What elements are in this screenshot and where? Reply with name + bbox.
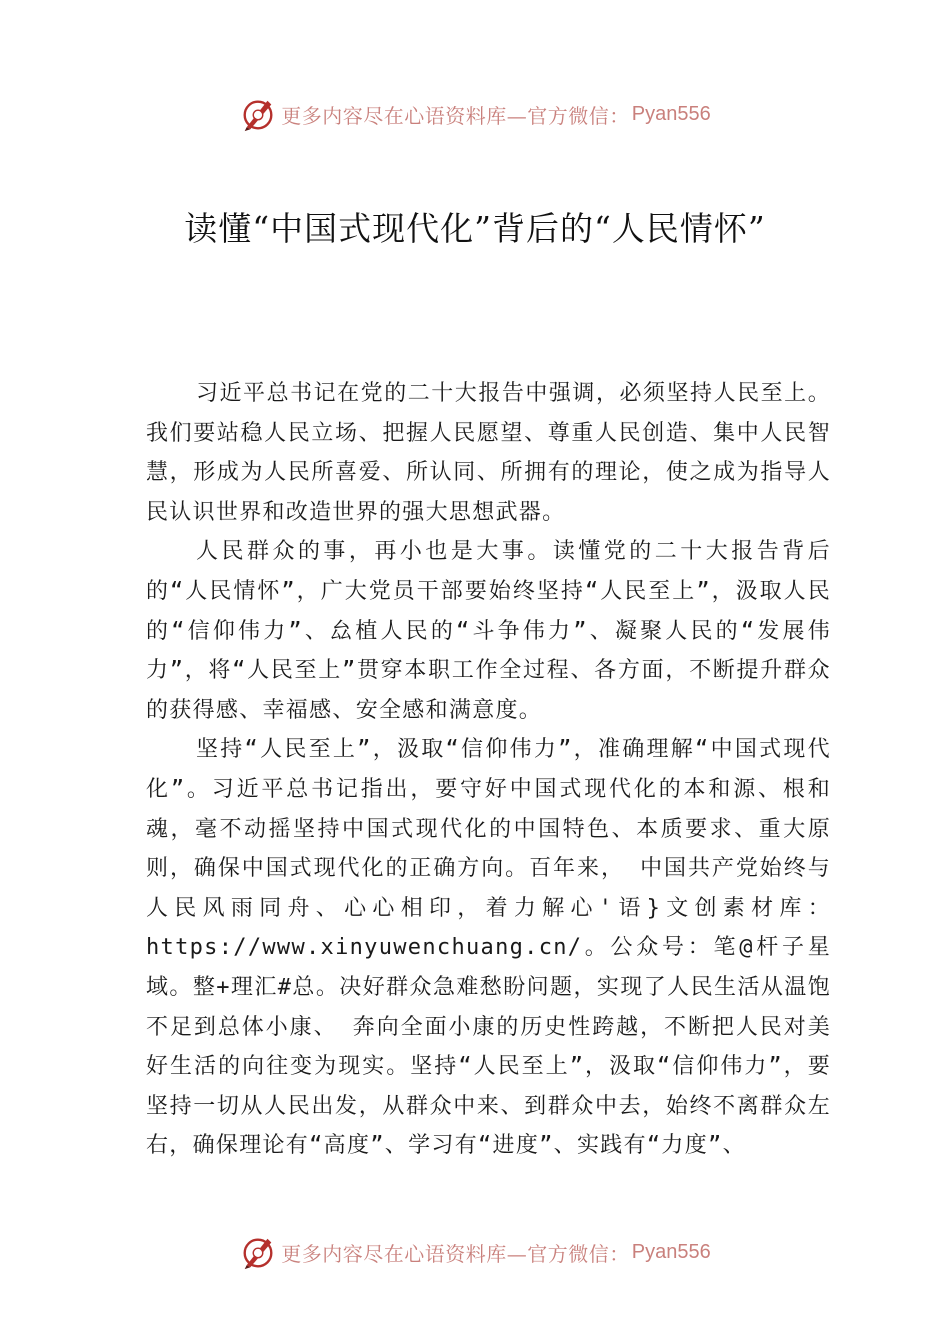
document-body [146, 374, 831, 1166]
paragraph: 坚持“人民至上”，汲取“信仰伟力”，准确理解“中国式现代化”。习近平总书记指出，要守好中国式现代化的本和源、根和魂，毫不动摇坚持中国式现代化的中国特色、本质要求、重大原则，确保中国式现代化的正确方向。百年来， 中国共产党始终与人民风雨同舟、心心相印，着力解心'语}文创素材库：https://www.xinyuwenchuang.cn/。公众号：笔@杆子星域。整+理汇#总。决好群众急难愁盼问题，实现了人民生活从温饱不足到总体小康、 奔向全面小康的历史性跨越，不断把人民对美好生活的向往变为现实。坚持“人民至上”，汲取“信仰伟力”，要坚持一切从人民出发，从群众中来、到群众中去，始终不离群众左右，确保理论有“高度”、学习有“进度”、实践有“力度”、 [146, 737, 831, 1159]
pen-logo-icon [239, 1233, 277, 1271]
paragraph: 人民群众的事，再小也是大事。读懂党的二十大报告背后的“人民情怀”，广大党员干部要始终坚持“人民至上”，汲取人民的“信仰伟力”、厽植人民的“斗争伟力”、凝聚人民的“发展伟力”，将“人民至上”贯穿本职工作全过程、各方面，不断提升群众的获得感、幸福感、安全感和满意度。 [146, 539, 831, 723]
banner-text: 更多内容尽在心语资料库—官方微信： [281, 103, 630, 128]
banner-wechat-id: Pyan556 [631, 1240, 711, 1263]
pen-logo-icon [239, 95, 277, 133]
banner-wechat-id: Pyan556 [631, 102, 711, 125]
document-title: 读懂“中国式现代化”背后的“人民情怀” [184, 209, 766, 248]
banner-text: 更多内容尽在心语资料库—官方微信： [281, 1241, 630, 1266]
paragraph: 习近平总书记在党的二十大报告中强调，必须坚持人民至上。我们要站稳人民立场、把握人民愿望、尊重人民创造、集中人民智慧，形成为人民所喜爱、所认同、所拥有的理论，使之成为指导人民认识世界和改造世界的强大思想武器。 [146, 381, 831, 525]
header-banner [0, 94, 950, 134]
footer-banner [0, 1232, 950, 1272]
